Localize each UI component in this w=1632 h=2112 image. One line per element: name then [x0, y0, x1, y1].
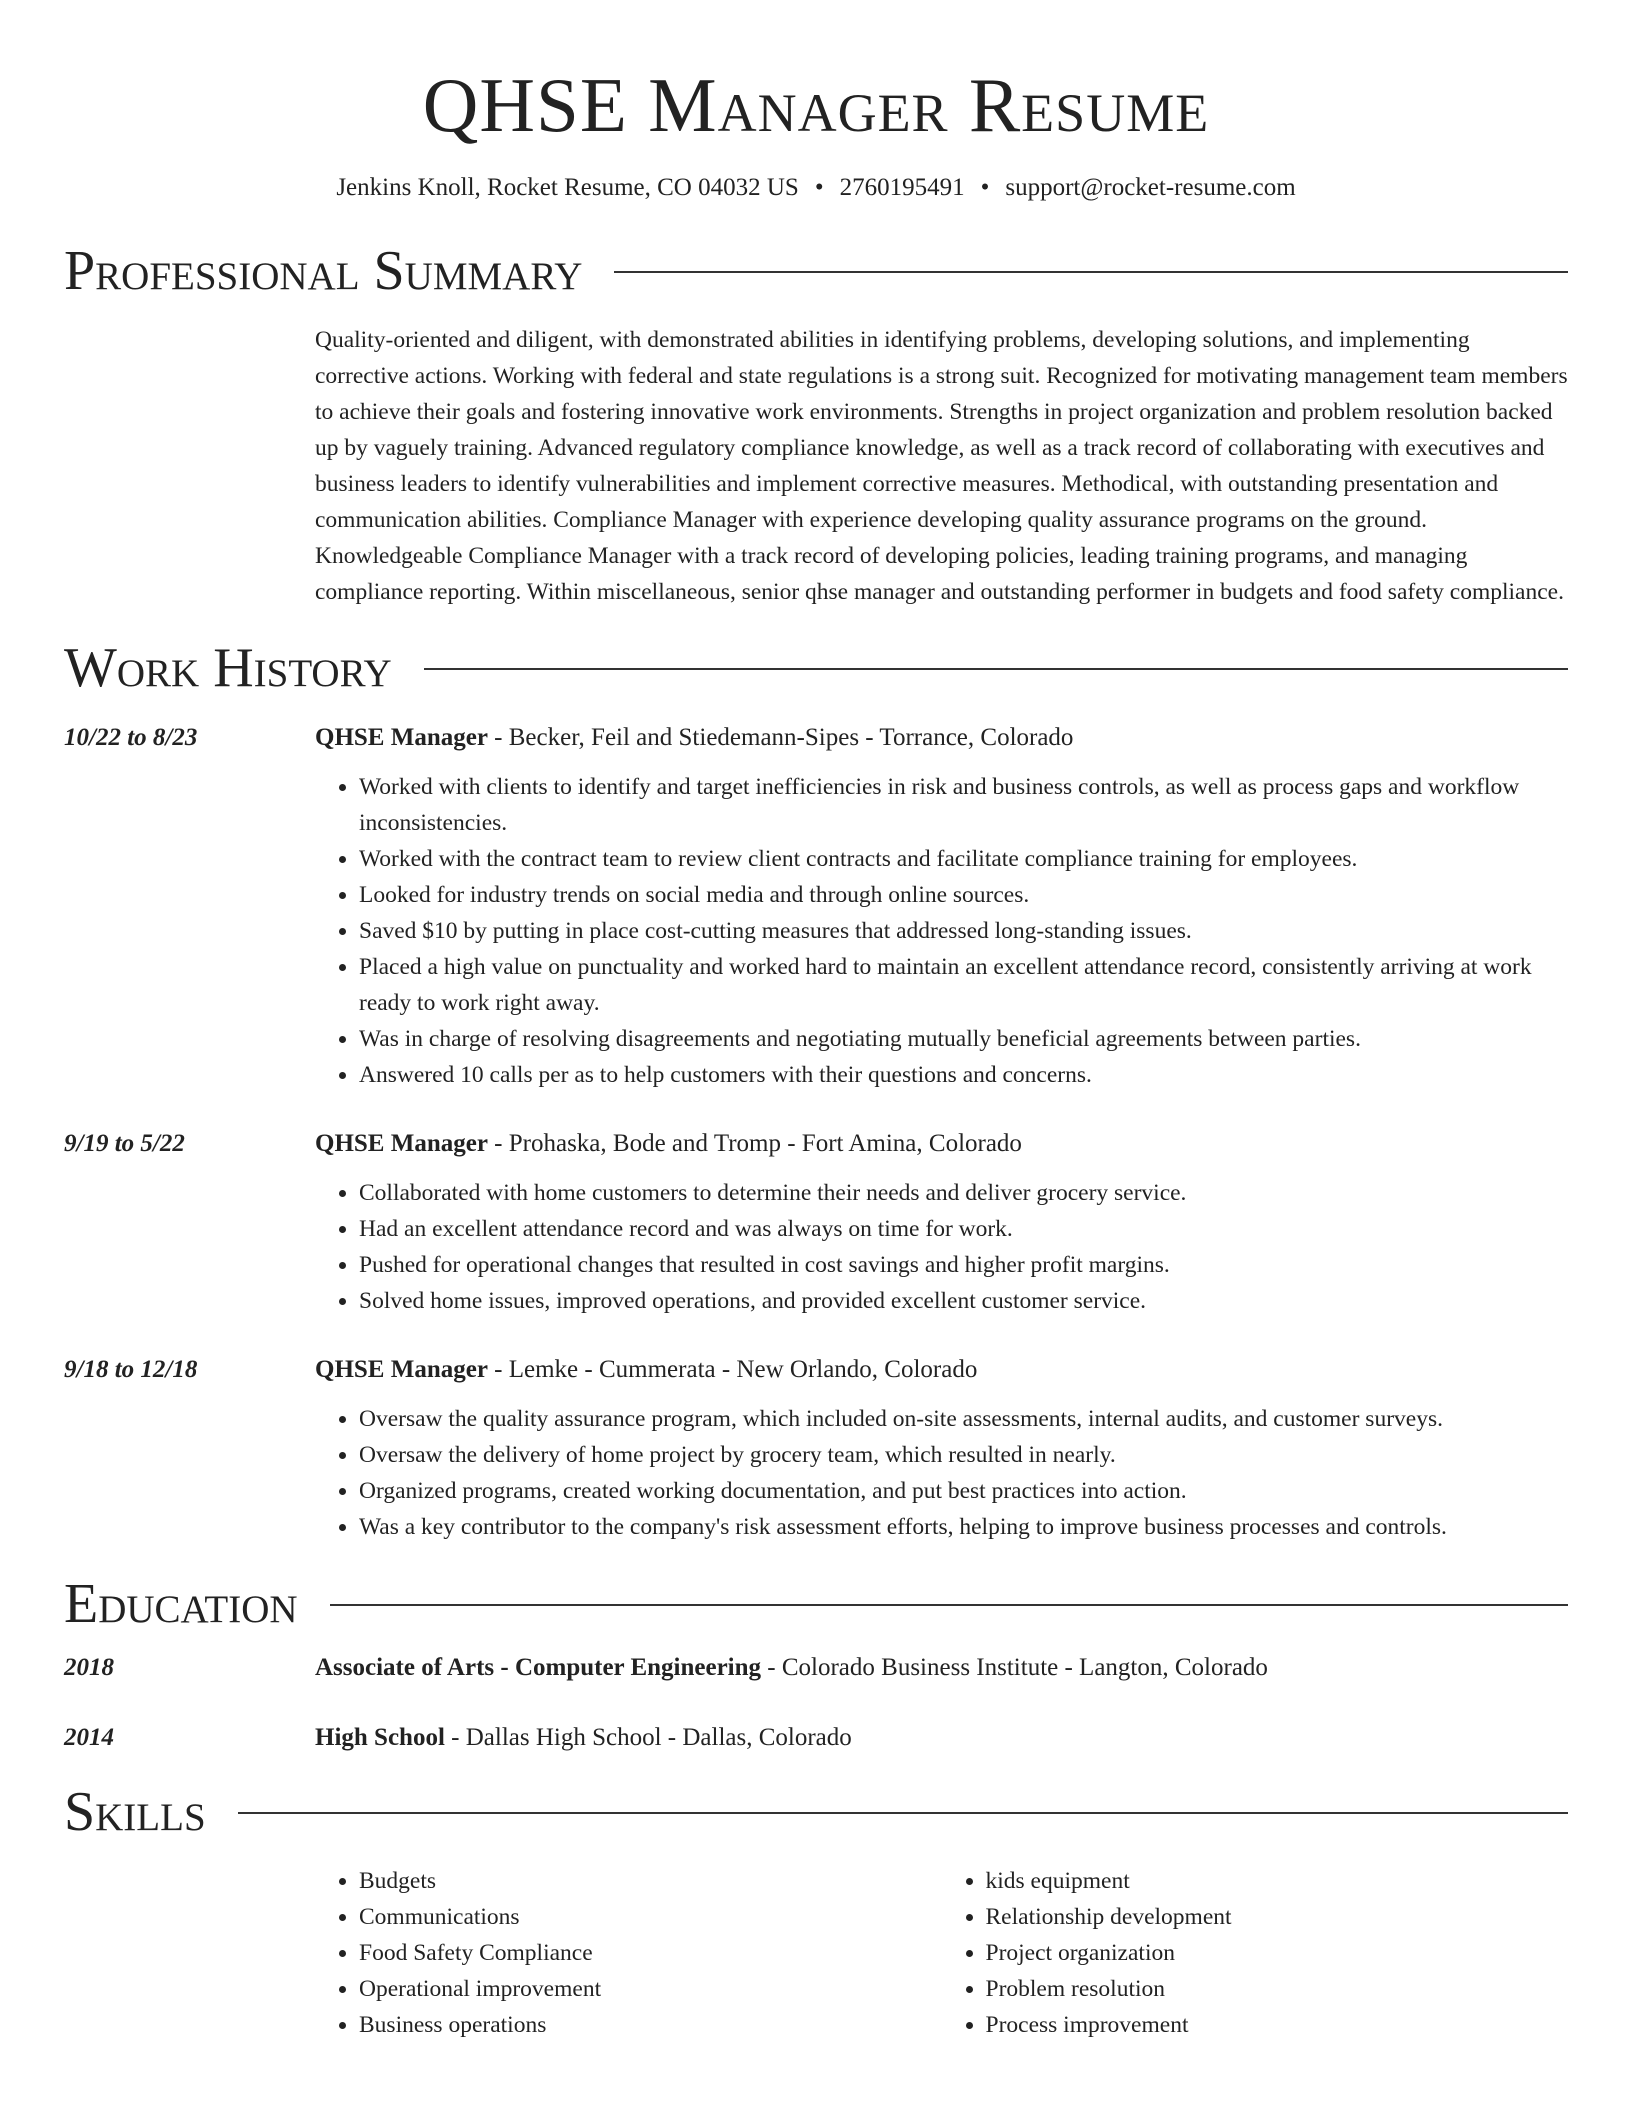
- skill-item: • kids equipment: [986, 1863, 1569, 1899]
- job-role: QHSE Manager: [315, 1356, 488, 1383]
- education-details: - Colorado Business Institute - Langton, Colorado: [761, 1654, 1268, 1681]
- skills-list-right: [942, 1863, 1569, 2043]
- job-bullets: [315, 1401, 1568, 1545]
- job-role: QHSE Manager: [315, 724, 488, 751]
- contact-phone: 2760195491: [839, 174, 965, 201]
- education-entry: [64, 1721, 1568, 1755]
- job-entry: [64, 1127, 1568, 1319]
- skill-item: • Relationship development: [986, 1899, 1569, 1935]
- skill-item: • Food Safety Compliance: [359, 1935, 942, 1971]
- skill-item: • Budgets: [359, 1863, 942, 1899]
- contact-separator: •: [814, 174, 824, 201]
- education-heading: [315, 1651, 1568, 1685]
- section-title-skills: Skills: [64, 1781, 206, 1843]
- job-heading: [315, 1353, 1568, 1387]
- list-item: • Looked for industry trends on social media and through online sources.: [359, 877, 1568, 913]
- resume-title: QHSE Manager Resume: [422, 62, 1210, 148]
- education-year: 2018: [64, 1654, 114, 1681]
- job-heading: [315, 1127, 1568, 1161]
- contact-address: Jenkins Knoll, Rocket Resume, CO 04032 US: [336, 174, 799, 201]
- job-dates: 9/19 to 5/22: [64, 1130, 185, 1157]
- list-item: • Collaborated with home customers to determine their needs and deliver grocery service.: [359, 1175, 1568, 1211]
- list-item: • Saved $10 by putting in place cost-cutting measures that addressed long-standing issues.: [359, 913, 1568, 949]
- education-degree: Associate of Arts - Computer Engineering: [315, 1654, 762, 1681]
- section-divider: [238, 1812, 1568, 1814]
- job-details: - Lemke - Cummerata - New Orlando, Colorado: [487, 1356, 978, 1383]
- job-bullets: [315, 1175, 1568, 1319]
- skill-item: • Process improvement: [986, 2007, 1569, 2043]
- job-details: - Becker, Feil and Stiedemann-Sipes - Torrance, Colorado: [487, 724, 1074, 751]
- list-item: • Worked with the contract team to review client contracts and facilitate compliance training for employees.: [359, 841, 1568, 877]
- list-item: • Placed a high value on punctuality and worked hard to maintain an excellent attendance record, consistently arriving at work ready to work right away.: [359, 949, 1568, 1021]
- section-title-education: Education: [64, 1573, 298, 1635]
- education-entry: [64, 1651, 1568, 1685]
- list-item: • Solved home issues, improved operations, and provided excellent customer service.: [359, 1283, 1568, 1319]
- job-entry: [64, 1353, 1568, 1545]
- section-header-education: [64, 1573, 1568, 1635]
- job-entry: [64, 721, 1568, 1093]
- list-item: • Was a key contributor to the company's risk assessment efforts, helping to improve business processes and controls.: [359, 1509, 1568, 1545]
- job-dates: 9/18 to 12/18: [64, 1356, 198, 1383]
- section-title-work: Work History: [64, 637, 392, 699]
- skill-item: • Communications: [359, 1899, 942, 1935]
- list-item: • Was in charge of resolving disagreements and negotiating mutually beneficial agreements between parties.: [359, 1021, 1568, 1057]
- contact-line: [64, 172, 1568, 204]
- section-divider: [424, 668, 1568, 670]
- skill-item: • Business operations: [359, 2007, 942, 2043]
- list-item: • Organized programs, created working documentation, and put best practices into action.: [359, 1473, 1568, 1509]
- skill-item: • Operational improvement: [359, 1971, 942, 2007]
- section-title-summary: Professional Summary: [64, 240, 583, 302]
- list-item: • Worked with clients to identify and target inefficiencies in risk and business controls, as well as process gaps and workflow inconsistencies.: [359, 769, 1568, 841]
- list-item: • Oversaw the delivery of home project by grocery team, which resulted in nearly.: [359, 1437, 1568, 1473]
- contact-email[interactable]: support@rocket-resume.com: [1005, 174, 1296, 201]
- section-header-summary: [64, 240, 1568, 302]
- list-item: • Answered 10 calls per as to help customers with their questions and concerns.: [359, 1057, 1568, 1093]
- education-year: 2014: [64, 1724, 114, 1751]
- education-degree: High School: [315, 1724, 445, 1751]
- section-header-skills: [64, 1781, 1568, 1843]
- job-details: - Prohaska, Bode and Tromp - Fort Amina, Colorado: [487, 1130, 1022, 1157]
- skills-columns: [315, 1863, 1568, 2043]
- list-item: • Oversaw the quality assurance program, which included on-site assessments, internal audits, and customer surveys.: [359, 1401, 1568, 1437]
- skills-list-left: [315, 1863, 942, 2043]
- job-role: QHSE Manager: [315, 1130, 488, 1157]
- skill-item: • Problem resolution: [986, 1971, 1569, 2007]
- job-dates: 10/22 to 8/23: [64, 724, 198, 751]
- section-divider: [614, 271, 1568, 273]
- contact-separator: •: [980, 174, 990, 201]
- education-heading: [315, 1721, 1568, 1755]
- list-item: • Pushed for operational changes that resulted in cost savings and higher profit margins.: [359, 1247, 1568, 1283]
- summary-paragraph: Quality-oriented and diligent, with demonstrated abilities in identifying problems, developing solutions, and implementing corrective actions. Working with federal and state regulations is a strong suit. Recognized for motivating management team members to achieve their goals and fostering innovative work environments. Strengths in project organization and problem resolution backed up by vaguely training. Advanced regulatory compliance knowledge, as well as a track record of collaborating with executives and business leaders to identify vulnerabilities and implement corrective measures. Methodical, with outstanding presentation and communication abilities. Compliance Manager with experience developing quality assurance programs on the ground. Knowledgeable Compliance Manager with a track record of developing policies, leading training programs, and managing compliance reporting. Within miscellaneous, senior qhse manager and outstanding performer in budgets and food safety compliance.: [315, 327, 1568, 605]
- section-divider: [330, 1604, 1568, 1606]
- skill-item: • Project organization: [986, 1935, 1569, 1971]
- section-header-work: [64, 637, 1568, 699]
- job-heading: [315, 721, 1568, 755]
- education-details: - Dallas High School - Dallas, Colorado: [444, 1724, 852, 1751]
- job-bullets: [315, 769, 1568, 1093]
- list-item: • Had an excellent attendance record and was always on time for work.: [359, 1211, 1568, 1247]
- resume-page: [64, 0, 1568, 2043]
